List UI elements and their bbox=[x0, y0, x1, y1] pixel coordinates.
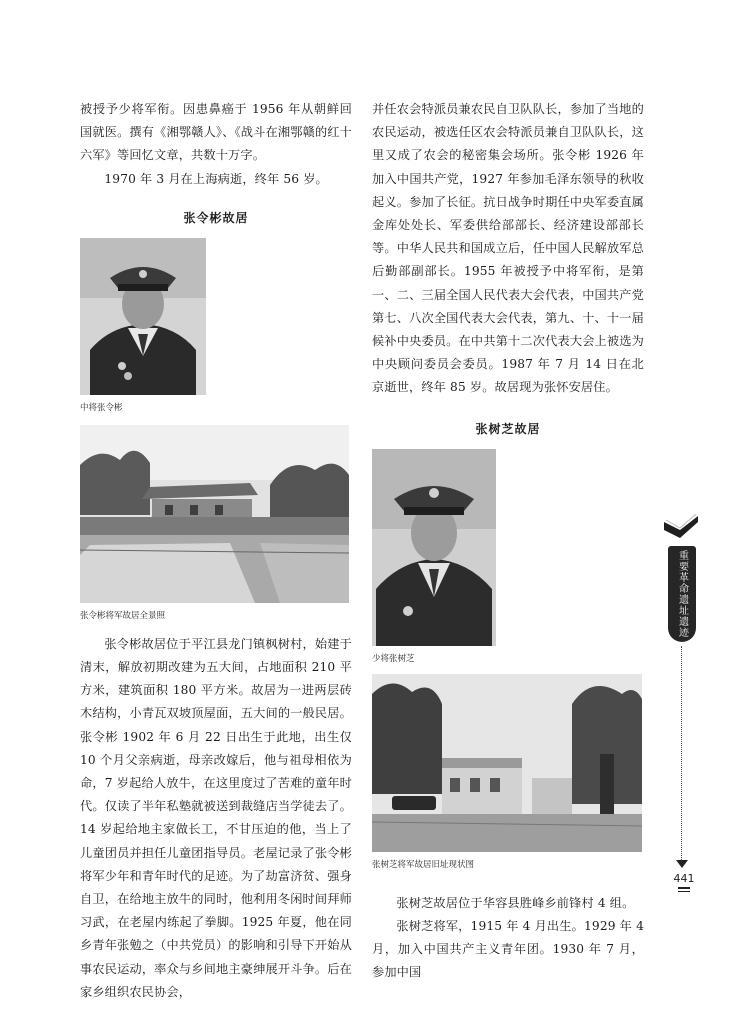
left-column bbox=[80, 98, 357, 1004]
portrait-photo-zhang-lingbin bbox=[80, 238, 206, 395]
page-number: 441 bbox=[673, 872, 695, 885]
paragraph-death: 1970 年 3 月在上海病逝，终年 56 岁。 bbox=[104, 171, 328, 186]
page-number-underline bbox=[678, 887, 690, 894]
paragraph-bio: 张树芝将军，1915 年 4 月出生。1929 年 4 月，加入中国共产主义青年团。1930 年 7 月，参加中国 bbox=[372, 918, 649, 980]
arrow-down-icon bbox=[676, 860, 688, 868]
right-column bbox=[372, 98, 649, 984]
section-label-bar bbox=[668, 546, 696, 642]
paragraph-intro: 被授予少将军衔。因患鼻癌于 1956 年从朝鲜回国就医。撰有《湘鄂赣人》、《战斗在湘鄂赣的红十六军》等回忆文章，共数十万字。 bbox=[80, 102, 352, 163]
caption-portrait-zhang-lingbin: 中将张令彬 bbox=[80, 402, 123, 413]
caption-house-zhang-lingbin: 张令彬将军故居全景照 bbox=[80, 610, 166, 621]
paragraph-location: 张树芝故居位于华容县胜峰乡前锋村 4 组。 bbox=[396, 895, 635, 910]
house-photo-zhang-lingbin bbox=[80, 425, 349, 603]
caption-house-zhang-shuzhi: 张树芝将军故居旧址现状图 bbox=[372, 859, 475, 870]
house-photo-zhang-shuzhi bbox=[372, 674, 642, 852]
dotted-guide-line bbox=[681, 646, 682, 860]
section-heading-zhang-shuzhi: 张树芝故居 bbox=[475, 421, 541, 436]
section-label: 重要革命遗址遗迹 bbox=[676, 550, 688, 638]
side-section-tab bbox=[662, 508, 702, 908]
paragraph-story: 张令彬故居位于平江县龙门镇枫树村，始建于清末，解放初期改建为五大间，占地面积 210 平方米，建筑面积 180 平方米。故居为一进两层砖木结构，小青瓦双坡顶屋面，五大间的一般民居。张令彬 1902 年 6 月 22 日出生于此地，出生仅 10 个月父亲病逝，母亲改嫁后，他与祖母相依为命，7 岁起给人放牛，在这里度过了苦难的童年时代。仅读了半年私塾就被送到裁缝店当学徒去了。14 岁起给地主家做长工，不甘压迫的他，当上了儿童团员并担任儿童团指导员。老屋记录了张令彬将军少年和青年时代的足迹。为了劫富济贫、强身自卫，在给地主放牛的同时，他利用冬闲时间拜师习武，在老屋内练起了拳脚。1925 年夏，他在同乡青年张勉之（中共党员）的影响和引导下开始从事农民运动，率众与乡间地主豪绅展开斗争。后在家乡组织农民协会， bbox=[80, 636, 357, 999]
book-icon bbox=[662, 508, 702, 544]
portrait-photo-zhang-shuzhi bbox=[372, 449, 496, 646]
section-heading-zhang-lingbin: 张令彬故居 bbox=[183, 210, 249, 225]
paragraph-continuation: 并任农会特派员兼农民自卫队队长，参加了当地的农民运动，被选任区农会特派员兼自卫队队长，这里又成了农会的秘密集会场所。张令彬 1926 年加入中国共产党，1927 年参加毛泽东领导的秋收起义。参加了长征。抗日战争时期任中央军委直属金库处处长、军委供给部部长、经济建设部部长等。中华人民共和国成立后，任中国人民解放军总后勤部副部长。1955 年被授予中将军衔，是第一、二、三届全国人民代表大会代表，中国共产党第七、八次全国代表大会代表，第九、十、十一届候补中央委员。在中共第十二次代表大会上被选为中央顾问委员会委员。1987 年 7 月 14 日在北京逝世，终年 85 岁。故居现为张怀安居住。 bbox=[372, 102, 644, 395]
caption-portrait-zhang-shuzhi: 少将张树芝 bbox=[372, 653, 415, 664]
